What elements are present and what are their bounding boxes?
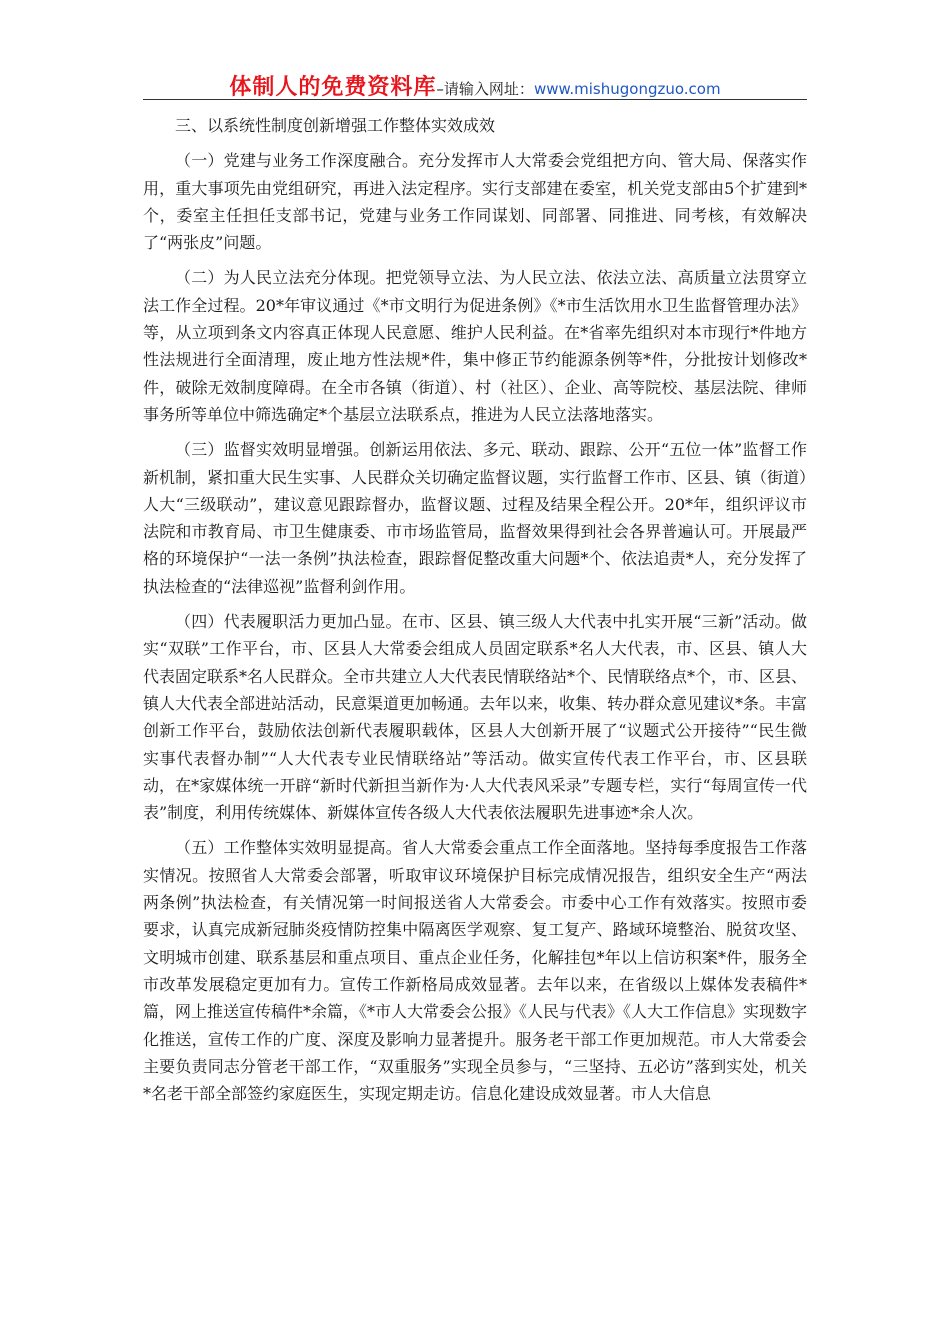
paragraph-supervision: （三）监督实效明显增强。创新运用依法、多元、联动、跟踪、公开“五位一体”监督工作新机制，紧扣重大民生实事、人民群众关切确定监督议题，实行监督工作市、区县、镇（街道）人大“三级联动”，建议意见跟踪督办，监督议题、过程及结果全程公开。20*年，组织评议市法院和市教育局、市卫生健康委、市市场监管局，监督效果得到社会各界普遍认可。开展最严格的环境保护“一法一条例”执法检查，跟踪督促整改重大问题*个、依法追责*人，充分发挥了执法检查的“法律巡视”监督利剑作用。 [143, 440, 808, 596]
site-url-link[interactable]: www.mishugongzuo.com [533, 80, 721, 98]
paragraph-overall-effectiveness: （五）工作整体实效明显提高。省人大常委会重点工作全面落地。坚持每季度报告工作落实情况。按照省人大常委会部署，听取审议环境保护目标完成情况报告，组织安全生产“两法两条例”执法检查，有关情况第一时间报送省人大常委会。市委中心工作有效落实。按照市委要求，认真完成新冠肺炎疫情防控集中隔离医学观察、复工复产、路域环境整治、脱贫攻坚、文明城市创建、联系基层和重点项目、重点企业任务，化解挂包*年以上信访积案*件，服务全市改革发展稳定更加有力。宣传工作新格局成效显著。去年以来，在省级以上媒体发表稿件*篇，网上推送宣传稿件*余篇，《*市人大常委会公报》《人民与代表》《人大工作信息》实现数字化推送，宣传工作的广度、深度及影响力显著提升。服务老干部工作更加规范。市人大常委会主要负责同志分管老干部工作，“双重服务”实现全员参与，“三坚持、五必访”落到实处，机关*名老干部全部签约家庭医生，实现定期走访。信息化建设成效显著。市人大信息 [143, 838, 808, 1104]
site-brand-title: 体制人的免费资料库 [229, 75, 437, 100]
paragraph-legislation: （二）为人民立法充分体现。把党领导立法、为人民立法、依法立法、高质量立法贯穿立法工作全过程。20*年审议通过《*市文明行为促进条例》《*市生活饮用水卫生监督管理办法》等，从立项到条文内容真正体现人民意愿、维护人民利益。在*省率先组织对本市现行*件地方性法规进行全面清理，废止地方性法规*件，集中修正节约能源条例等*件，分批按计划修改*件，破除无效制度障碍。在全市各镇（街道）、村（社区）、企业、高等院校、基层法院、律师事务所等单位中筛选确定*个基层立法联系点，推进为人民立法落地落实。 [143, 268, 807, 424]
paragraph-deputies: （四）代表履职活力更加凸显。在市、区县、镇三级人大代表中扎实开展“三新”活动。做实“双联”工作平台，市、区县人大常委会组成人员固定联系*名人大代表，市、区县、镇人大代表固定联系*名人民群众。全市共建立人大代表民情联络站*个、民情联络点*个，市、区县、镇人大代表全部进站活动，民意渠道更加畅通。去年以来，收集、转办群众意见建议*条。丰富创新工作平台，鼓励依法创新代表履职载体，区县人大创新开展了“议题式公开接待”“民生微实事代表督办制”“人大代表专业民情联络站”等活动。做实宣传代表工作平台，市、区县联动，在*家媒体统一开辟“新时代新担当新作为·人大代表风采录”专题专栏，实行“每周宣传一代表”制度，利用传统媒体、新媒体宣传各级人大代表依法履职先进事迹*余人次。 [143, 612, 808, 823]
section-title: 三、以系统性制度创新增强工作整体实效成效 [175, 116, 496, 135]
site-header [143, 70, 807, 102]
document-body [143, 112, 807, 1115]
url-prompt-label: –请输入网址： [436, 80, 534, 98]
paragraph-party-building: （一）党建与业务工作深度融合。充分发挥市人大常委会党组把方向、管大局、保落实作用，重大事项先由党组研究，再进入法定程序。实行支部建在委室，机关党支部由5个扩建到*个，委室主任担任支部书记，党建与业务工作同谋划、同部署、同推进、同考核，有效解决了“两张皮”问题。 [143, 151, 807, 253]
header-divider [143, 99, 807, 100]
